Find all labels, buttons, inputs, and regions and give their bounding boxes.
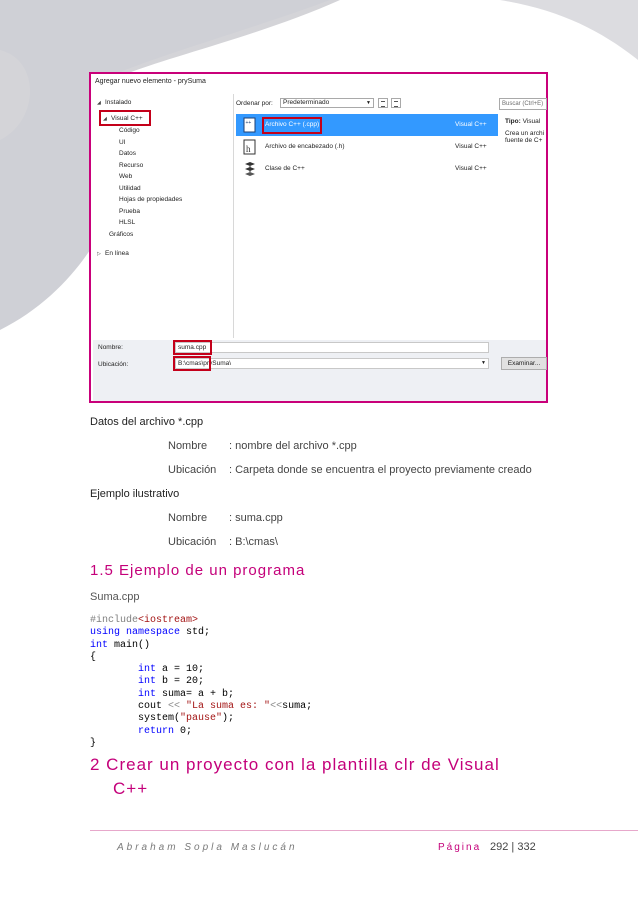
code-token: b = 20; (156, 676, 205, 688)
svg-text:++: ++ (245, 120, 252, 126)
data-key-ubicacion: Ubicación (168, 464, 217, 476)
description-line: fuente de C+ (505, 137, 543, 144)
section-heading-1-5: 1.5 Ejemplo de un programa (90, 562, 306, 579)
dialog-footer (93, 340, 546, 401)
code-token: <iostream> (138, 615, 199, 626)
code-token: suma= a + b; (156, 688, 235, 700)
code-token: int (138, 676, 157, 688)
category-tree (93, 94, 234, 338)
browse-button[interactable]: Examinar... (501, 357, 547, 370)
footer-page-numbers: 292 | 332 (490, 841, 536, 853)
footer-divider (90, 830, 638, 831)
name-field-value: suma.cpp (178, 344, 207, 351)
code-token: << (270, 701, 283, 713)
name-label: Nombre: (98, 344, 123, 351)
data-key-nombre: Nombre (168, 440, 208, 452)
location-label: Ubicación: (98, 361, 129, 368)
code-token: << (168, 701, 181, 713)
template-name: Archivo C++ (.cpp) (265, 121, 320, 128)
dropdown-arrow-icon: ▼ (481, 360, 486, 366)
code-token: std; (180, 627, 211, 639)
code-token: 0; (174, 725, 193, 737)
code-token: main() (108, 639, 151, 651)
cpp-file-icon (242, 117, 258, 133)
expanded-triangle-icon: ◢ (103, 116, 107, 122)
type-value: Visual (522, 118, 541, 125)
example-key-nombre: Nombre (168, 512, 208, 524)
code-token: } (90, 737, 97, 749)
tree-installed[interactable] (97, 98, 131, 108)
highlight-location-field (173, 356, 211, 371)
tree-installed-label: Instalado (105, 99, 132, 106)
template-lang: Visual C++ (455, 143, 487, 150)
highlight-visual-cpp (99, 110, 151, 126)
example-heading: Ejemplo ilustrativo (90, 488, 180, 500)
template-lang: Visual C++ (455, 165, 487, 172)
code-token: int (90, 639, 109, 651)
data-value-nombre: : nombre del archivo *.cpp (229, 440, 357, 452)
code-token: cout (138, 701, 169, 713)
code-token: int (138, 664, 157, 676)
location-field-value: B:\cmas\prySuma\ (178, 360, 232, 367)
code-token: using (90, 627, 121, 639)
example-key-ubicacion: Ubicación (168, 536, 217, 548)
template-header-file[interactable] (236, 136, 498, 158)
template-name: Clase de C++ (265, 165, 305, 172)
highlight-cpp-file (262, 117, 322, 134)
section-heading-2-continuation: C++ (113, 779, 149, 798)
sort-label: Ordenar por: (236, 100, 273, 107)
template-cpp-class[interactable] (236, 158, 498, 180)
expanded-triangle-icon: ◢ (97, 100, 101, 106)
highlight-name-field (173, 340, 212, 355)
grid-view-icon[interactable] (378, 98, 388, 108)
header-file-icon (242, 139, 258, 155)
description-line: Crea un archi (505, 130, 545, 137)
dialog-title: Agregar nuevo elemento - prySuma (95, 78, 206, 85)
tree-online-label: En línea (105, 250, 129, 257)
section-heading-2: 2 Crear un proyecto con la plantilla clr de Visual (90, 755, 500, 774)
code-token: system( (138, 713, 181, 725)
footer-page-label: Página (438, 842, 482, 853)
code-file-name: Suma.cpp (90, 591, 140, 603)
sort-select-value: Predeterminado (283, 99, 330, 106)
tree-item-web[interactable]: Web (119, 173, 133, 180)
tree-item-hlsl[interactable]: HLSL (119, 219, 136, 226)
sort-select[interactable] (280, 98, 374, 108)
code-token: suma; (282, 701, 313, 713)
location-field[interactable] (175, 358, 489, 369)
details-panel (505, 118, 547, 144)
code-token: ); (222, 713, 235, 725)
tree-visual-cpp-label: Visual C++ (111, 115, 143, 122)
tree-item-codigo[interactable]: Código (119, 127, 140, 134)
template-lang: Visual C++ (455, 121, 487, 128)
footer-author: Abraham Sopla Maslucán (117, 842, 298, 853)
code-token: int (138, 688, 157, 700)
type-row (505, 118, 547, 125)
code-token: namespace (126, 627, 181, 639)
data-heading: Datos del archivo *.cpp (90, 416, 204, 428)
template-name: Archivo de encabezado (.h) (265, 143, 345, 150)
dropdown-arrow-icon: ▼ (366, 100, 371, 106)
code-listing (90, 615, 312, 750)
data-value-ubicacion: : Carpeta donde se encuentra el proyecto previamente creado (229, 464, 532, 476)
tree-item-hojas[interactable]: Hojas de propiedades (119, 196, 183, 203)
name-field[interactable] (175, 342, 489, 353)
code-token: "pause" (180, 713, 223, 725)
tree-item-graficos[interactable]: Gráficos (109, 230, 134, 238)
class-icon (242, 161, 258, 177)
page-number: 292 (490, 841, 509, 853)
svg-text:h: h (246, 144, 251, 154)
code-token: a = 10; (156, 664, 205, 676)
template-list (236, 114, 502, 338)
code-token: { (90, 651, 97, 663)
tree-item-ui[interactable]: UI (119, 138, 126, 146)
code-token: return (138, 725, 175, 737)
example-value-ubicacion: : B:\cmas\ (229, 536, 278, 548)
collapsed-triangle-icon: ▷ (97, 251, 101, 257)
add-new-item-dialog (89, 72, 548, 403)
tree-item-prueba[interactable]: Prueba (119, 207, 140, 215)
tree-item-utilidad[interactable]: Utilidad (119, 184, 141, 192)
list-view-icon[interactable] (391, 98, 401, 108)
code-token: #include (90, 615, 139, 626)
tree-online[interactable] (97, 249, 129, 259)
type-label: Tipo: (505, 118, 521, 125)
tree-item-datos[interactable]: Datos (119, 150, 136, 157)
code-token: "La suma es: " (180, 701, 271, 713)
page-total: 332 (517, 841, 536, 853)
example-value-nombre: : suma.cpp (229, 512, 283, 524)
search-input[interactable]: Buscar (Ctrl+E) (499, 98, 547, 110)
tree-item-recurso[interactable]: Recurso (119, 161, 144, 169)
